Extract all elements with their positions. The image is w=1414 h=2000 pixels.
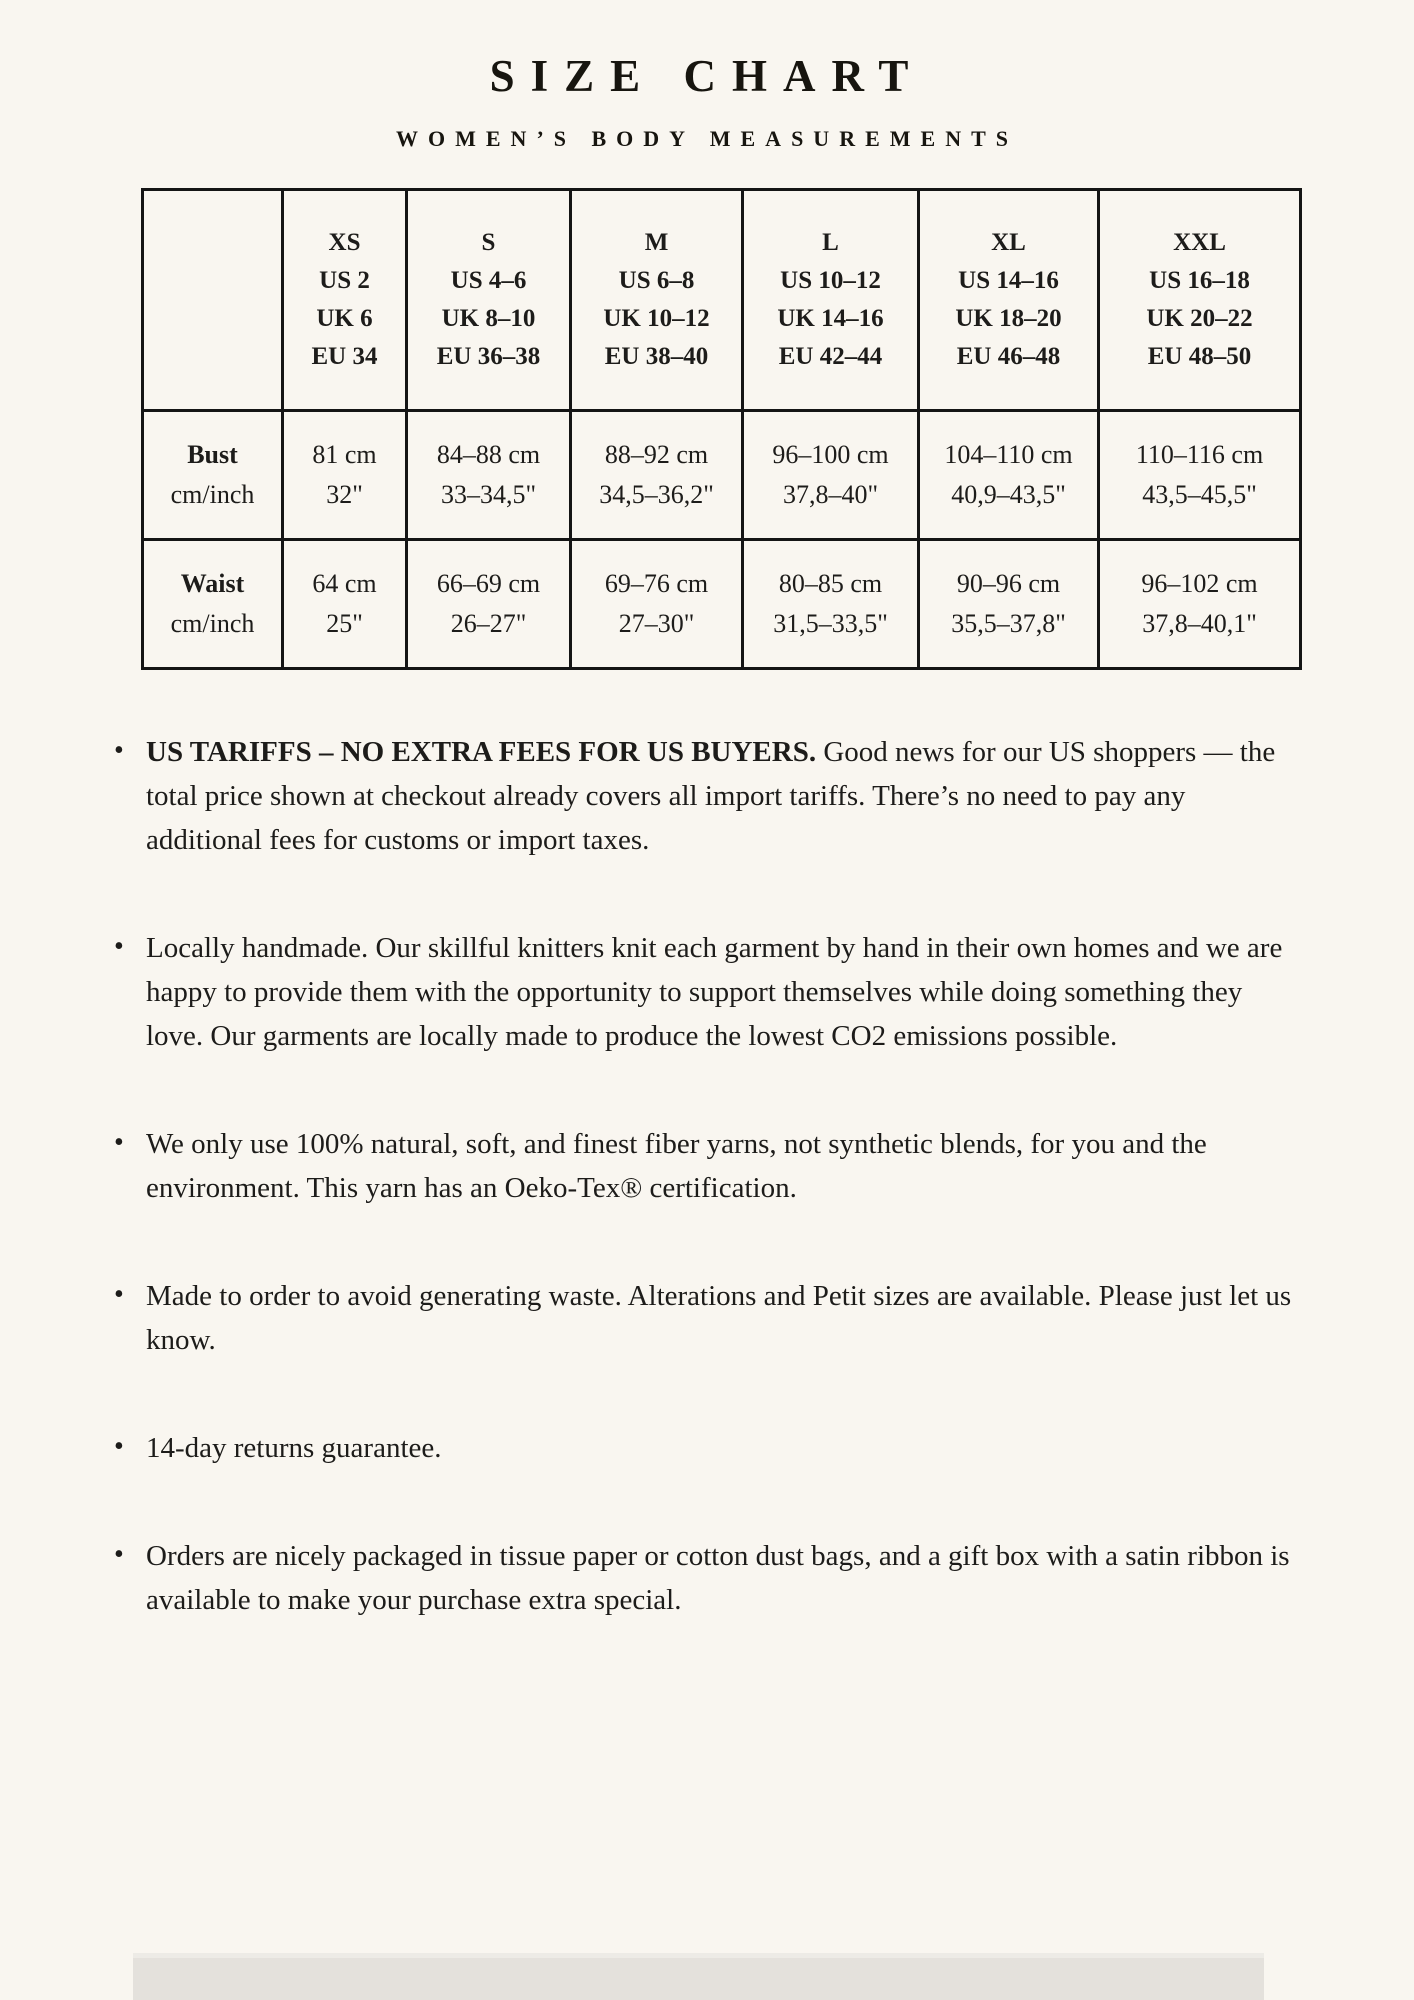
inch-value: 25" — [326, 609, 363, 638]
list-item-us-tariffs — [112, 730, 1304, 862]
cm-value: 80–85 cm — [778, 569, 883, 598]
measure-unit: cm/inch — [170, 609, 255, 638]
uk-size: UK 8–10 — [441, 305, 536, 332]
bullet-bold-text: US TARIFFS – NO EXTRA FEES FOR US BUYERS. — [146, 736, 824, 768]
next-section-edge — [133, 1953, 1264, 2000]
eu-size: EU 38–40 — [604, 343, 709, 370]
bust-row-label — [143, 411, 283, 540]
inch-value: 32" — [326, 480, 363, 509]
uk-size: UK 18–20 — [955, 305, 1062, 332]
eu-size: EU 46–48 — [956, 343, 1061, 370]
bullet-text: Locally handmade. Our skillful knitters knit each garment by hand in their own homes and we are happy to provide them with the opportunity to support themselves while doing something they love. Our garments are locally made to produce the lowest CO2 emissions possible. — [146, 932, 1283, 1052]
inch-value: 26–27" — [450, 609, 527, 638]
waist-row — [143, 540, 1301, 669]
waist-row-label — [143, 540, 283, 669]
us-size: US 4–6 — [450, 267, 527, 294]
cm-value: 96–102 cm — [1141, 569, 1258, 598]
cm-value: 110–116 cm — [1135, 440, 1264, 469]
bust-cell-l — [743, 411, 919, 540]
measure-name: Bust — [187, 440, 238, 469]
cm-value: 69–76 cm — [604, 569, 709, 598]
eu-size: EU 36–38 — [436, 343, 541, 370]
waist-cell-m — [571, 540, 743, 669]
size-label: S — [481, 229, 496, 256]
bullet-text: We only use 100% natural, soft, and finest fiber yarns, not synthetic blends, for you and the environment. This yarn has an Oeko-Tex® certification. — [146, 1128, 1207, 1204]
waist-cell-xxl — [1099, 540, 1301, 669]
cm-value: 81 cm — [312, 440, 377, 469]
table-header-row — [143, 190, 1301, 411]
uk-size: UK 14–16 — [777, 305, 884, 332]
waist-cell-xl — [919, 540, 1099, 669]
bust-row — [143, 411, 1301, 540]
bust-cell-xxl — [1099, 411, 1301, 540]
size-label: L — [822, 229, 839, 256]
cm-value: 84–88 cm — [436, 440, 541, 469]
product-info-list — [0, 730, 1414, 1622]
cm-value: 104–110 cm — [944, 440, 1073, 469]
waist-cell-l — [743, 540, 919, 669]
size-col-header-xxl — [1099, 190, 1301, 411]
table-corner-cell — [143, 190, 283, 411]
bullet-text: 14-day returns guarantee. — [146, 1432, 442, 1464]
bust-cell-m — [571, 411, 743, 540]
inch-value: 37,8–40" — [782, 480, 879, 509]
size-label: XXL — [1173, 229, 1226, 256]
waist-cell-xs — [283, 540, 407, 669]
size-label: XL — [991, 229, 1026, 256]
size-label: XS — [328, 229, 361, 256]
waist-cell-s — [407, 540, 571, 669]
us-size: US 10–12 — [780, 267, 881, 294]
inch-value: 34,5–36,2" — [599, 480, 714, 509]
cm-value: 90–96 cm — [956, 569, 1061, 598]
size-chart-table — [141, 188, 1302, 670]
bust-cell-xs — [283, 411, 407, 540]
inch-value: 40,9–43,5" — [951, 480, 1066, 509]
bullet-text: Good news for our US shoppers — the total price shown at checkout already covers all import tariffs. There’s no need to pay any additional fees for customs or import taxes. — [146, 736, 1276, 856]
cm-value: 66–69 cm — [436, 569, 541, 598]
cm-value: 96–100 cm — [772, 440, 889, 469]
size-col-header-xl — [919, 190, 1099, 411]
list-item-made-to-order — [112, 1274, 1304, 1362]
inch-value: 37,8–40,1" — [1142, 609, 1257, 638]
uk-size: UK 10–12 — [603, 305, 710, 332]
list-item-packaging — [112, 1534, 1304, 1622]
measure-unit: cm/inch — [170, 480, 255, 509]
us-size: US 16–18 — [1149, 267, 1250, 294]
size-col-header-xs — [283, 190, 407, 411]
measure-name: Waist — [180, 569, 245, 598]
bullet-text: Made to order to avoid generating waste. Alterations and Petit sizes are available. Please just let us know. — [146, 1280, 1292, 1356]
cm-value: 88–92 cm — [604, 440, 709, 469]
us-size: US 6–8 — [618, 267, 695, 294]
us-size: US 2 — [319, 267, 370, 294]
inch-value: 33–34,5" — [440, 480, 537, 509]
eu-size: EU 42–44 — [778, 343, 883, 370]
cm-value: 64 cm — [312, 569, 377, 598]
bullet-text: Orders are nicely packaged in tissue paper or cotton dust bags, and a gift box with a satin ribbon is available to make your purchase extra special. — [146, 1540, 1290, 1616]
list-item-natural-yarns — [112, 1122, 1304, 1210]
size-col-header-m — [571, 190, 743, 411]
size-label: M — [644, 229, 669, 256]
size-col-header-s — [407, 190, 571, 411]
uk-size: UK 20–22 — [1146, 305, 1253, 332]
size-col-header-l — [743, 190, 919, 411]
us-size: US 14–16 — [958, 267, 1059, 294]
page-subtitle: WOMEN’S BODY MEASUREMENTS — [396, 126, 1018, 151]
inch-value: 27–30" — [618, 609, 695, 638]
inch-value: 35,5–37,8" — [951, 609, 1066, 638]
inch-value: 43,5–45,5" — [1142, 480, 1257, 509]
bust-cell-s — [407, 411, 571, 540]
bust-cell-xl — [919, 411, 1099, 540]
inch-value: 31,5–33,5" — [773, 609, 888, 638]
list-item-locally-handmade — [112, 926, 1304, 1058]
uk-size: UK 6 — [316, 305, 373, 332]
eu-size: EU 48–50 — [1147, 343, 1252, 370]
eu-size: EU 34 — [311, 343, 378, 370]
list-item-returns-guarantee — [112, 1426, 1304, 1470]
page-title: SIZE CHART — [489, 51, 925, 101]
